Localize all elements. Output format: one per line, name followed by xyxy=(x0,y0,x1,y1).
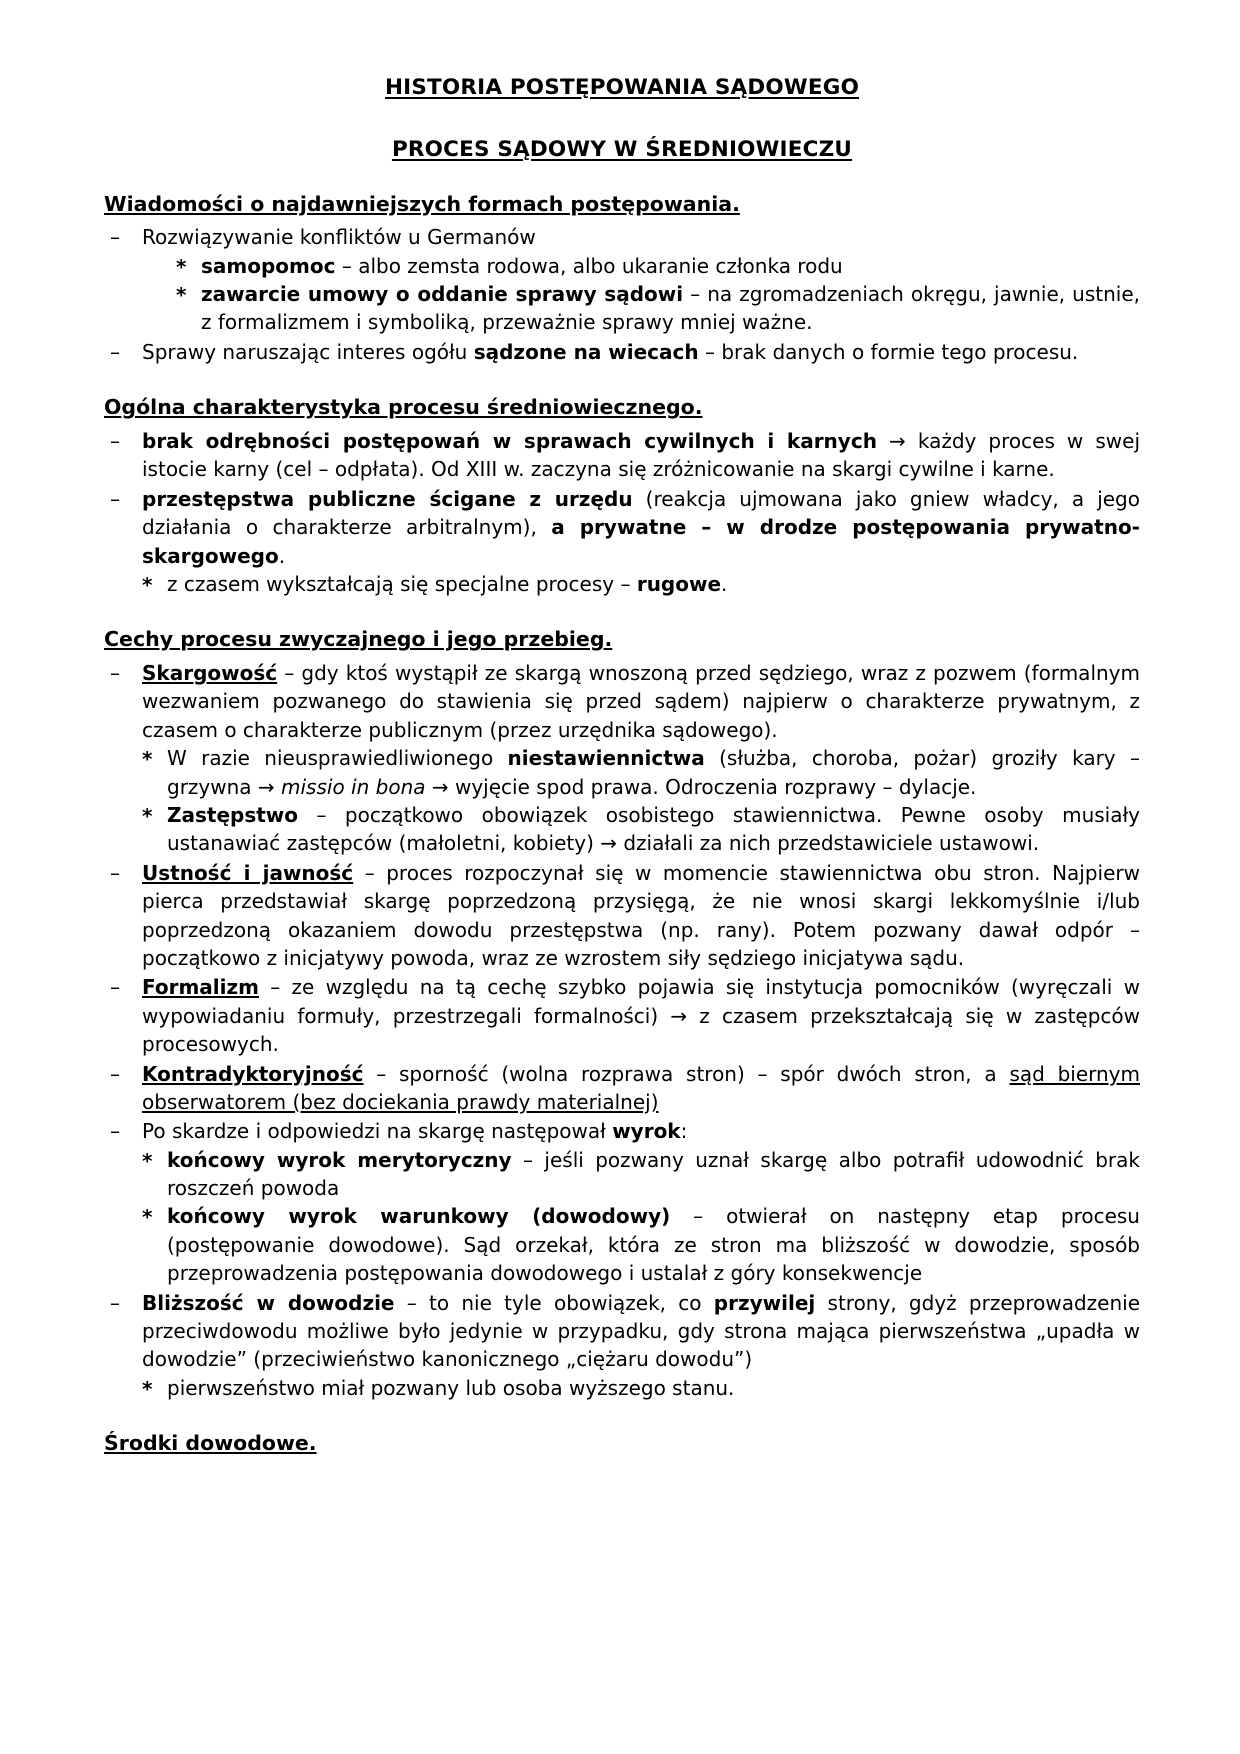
sub-list-wrap xyxy=(142,744,1140,858)
sub-bullet-list xyxy=(142,570,1140,598)
star-marker: * xyxy=(142,1376,153,1401)
list-item-bold-2: a prywatne – w drodze postępowania prywatno-skargowego xyxy=(142,515,1140,568)
list-item-post: – proces rozpoczynał się w momencie stawiennictwa obu stron. Najpierw pierca przedstawiał skargę poprzedzoną przysięgą, że nie wnosi skargi lekkomyślnie i/lub poprzedzoną okazaniem dowodu przestępstwa (np. rany). Potem pozwany dawał odpór – początkowo z inicjatywy powoda, wraz ze wzrostem siły sędziego inicjatywa sądu. xyxy=(142,860,1140,970)
star-marker: * xyxy=(142,1205,153,1230)
list-item-pre: Sprawy naruszając interes ogółu xyxy=(142,339,474,364)
sub-list-item xyxy=(142,801,1140,858)
list-item-bold: sądzone na wiecach xyxy=(473,339,699,364)
dash-marker: – xyxy=(110,486,120,511)
star-marker: * xyxy=(142,804,153,828)
section-heading xyxy=(104,189,1140,220)
list-item-post: – ze względu na tą cechę szybko pojawia się instytucja pomocników (wyręczali w wypowiadaniu formuły, przestrzegali formalności) → z czasem przekształcają się w zastępców procesowych. xyxy=(142,975,1140,1057)
section-heading-text: Cechy procesu zwyczajnego i jego przebieg. xyxy=(104,627,613,652)
sub-item-text: – albo zemsta rodowa, albo ukaranie członka rodu xyxy=(335,253,843,278)
list-item-post: strony, gdyż przeprowadzenie przeciwdowodu możliwe było jedynie w przypadku, gdy strona mająca pierwszeństwa „upadła w dowodzie” (przeciwieństwo kanonicznego „ciężaru dowodu”) xyxy=(142,1290,1141,1372)
sub-item-italic: missio in bona xyxy=(281,774,426,799)
dash-marker: – xyxy=(110,860,120,885)
page-subtitle-text: PROCES SĄDOWY W ŚREDNIOWIECZU xyxy=(391,137,853,163)
sub-item-text: (służba, choroba, pożar) groziły kary – grzywna → xyxy=(167,746,1140,799)
sub-list-item xyxy=(142,570,1140,598)
list-item xyxy=(104,659,1140,858)
list-item-post: . xyxy=(278,543,286,568)
sub-item-text: – początkowo obowiązek osobistego stawiennictwa. Pewne osoby musiały ustanawiać zastępców (małoletni, kobiety) → działali za nich przedstawiciele ustawowi. xyxy=(167,803,1140,856)
sub-item-text: – na zgromadzeniach okręgu, jawnie, ustnie, z formalizmem i symboliką, przeważnie sprawy mniej ważne. xyxy=(201,282,1141,335)
sub-bullet-list xyxy=(142,1146,1140,1288)
sub-list-wrap xyxy=(142,1374,1140,1402)
list-item-text: Rozwiązywanie konfliktów u Germanów xyxy=(142,225,536,250)
page-title xyxy=(104,72,1140,104)
sub-item-bold: końcowy wyrok merytoryczny xyxy=(167,1147,512,1172)
sub-item-pre: z czasem wykształcają się specjalne procesy – xyxy=(167,571,637,596)
star-marker: * xyxy=(176,283,187,308)
dash-marker: – xyxy=(110,975,120,1000)
list-item xyxy=(104,973,1140,1058)
list-item xyxy=(104,338,1140,366)
sub-item-bold: samopomoc xyxy=(201,253,336,278)
sub-item-bold: rugowe xyxy=(636,571,722,596)
sub-list-wrap xyxy=(142,570,1140,598)
sub-bullet-list xyxy=(142,1374,1140,1402)
list-item-post: – sporność (wolna rozprawa stron) – spór dwóch stron, a xyxy=(363,1061,1010,1086)
star-marker: * xyxy=(142,1148,153,1173)
sub-item-bold: Zastępstwo xyxy=(167,803,299,827)
dash-marker: – xyxy=(110,339,120,364)
list-item-term: Kontradyktoryjność xyxy=(142,1061,364,1086)
sub-item-text: pierwszeństwo miał pozwany lub osoba wyższego stanu. xyxy=(167,1375,735,1400)
page-title-text: HISTORIA POSTĘPOWANIA SĄDOWEGO xyxy=(384,75,860,100)
section-heading xyxy=(104,1428,1140,1459)
list-item-bold: wyrok xyxy=(612,1119,681,1144)
list-item xyxy=(104,1117,1140,1287)
list-item xyxy=(104,485,1140,599)
dash-marker: – xyxy=(110,1290,120,1315)
sub-list-wrap xyxy=(142,1146,1140,1288)
sub-list-item xyxy=(142,744,1140,801)
list-item-bold: Bliższość w dowodzie xyxy=(142,1290,395,1315)
section-wiadomosci xyxy=(104,189,1140,367)
star-marker: * xyxy=(176,254,187,279)
bullet-list xyxy=(104,659,1140,1402)
list-item-post: → każdy proces w swej istocie karny (cel – odpłata). Od XIII w. zaczyna się zróżnicowanie na skargi cywilne i karne. xyxy=(142,428,1141,482)
section-heading xyxy=(104,624,1140,655)
bullet-list xyxy=(104,427,1140,598)
list-item xyxy=(104,1289,1140,1403)
sub-item-text-2: → wyjęcie spod prawa. Odroczenia rozprawy – dylacje. xyxy=(425,774,977,799)
dash-marker: – xyxy=(110,1061,120,1086)
sub-item-text: . xyxy=(721,571,728,596)
section-heading-text: Ogólna charakterystyka procesu średniowiecznego. xyxy=(104,395,703,420)
dash-marker: – xyxy=(110,225,120,250)
dash-marker: – xyxy=(110,428,120,453)
bullet-list xyxy=(104,223,1140,366)
star-marker: * xyxy=(142,747,153,772)
list-item-mid: – to nie tyle obowiązek, co xyxy=(394,1290,714,1315)
section-heading-text: Środki dowodowe. xyxy=(104,1431,317,1456)
sub-item-text: – otwierał on następny etap procesu (postępowanie dowodowe). Sąd orzekał, która ze stron ma bliższość w dowodzie, sposób przeprowadzenia postępowania dowodowego i ustalał z góry konsekwencje xyxy=(167,1204,1140,1286)
dash-marker: – xyxy=(110,661,120,686)
section-cechy-procesu xyxy=(104,624,1140,1402)
sub-list-item xyxy=(176,280,1140,337)
sub-item-pre: W razie nieusprawiedliwionego xyxy=(167,746,508,771)
list-item-term: Skargowość xyxy=(142,661,278,686)
sub-list-wrap xyxy=(142,252,1140,337)
dash-marker: – xyxy=(110,1119,120,1144)
sub-bullet-list xyxy=(142,744,1140,858)
sub-list-item xyxy=(142,1146,1140,1203)
section-srodki-dowodowe xyxy=(104,1428,1140,1459)
list-item-mid: (reakcja ujmowana jako gniew władcy, a jego działania o charakterze arbitralnym), xyxy=(142,486,1140,540)
section-ogolna-charakterystyka xyxy=(104,392,1140,598)
sub-item-text: – jeśli pozwany uznał skargę albo potrafił udowodnić brak roszczeń powoda xyxy=(167,1147,1140,1201)
list-item-bold: przestępstwa publiczne ścigane z urzędu xyxy=(142,486,633,511)
sub-list-item xyxy=(142,1202,1140,1287)
list-item-bold-2: przywilej xyxy=(713,1290,816,1315)
list-item-term: Formalizm xyxy=(142,975,259,1000)
section-heading xyxy=(104,392,1140,423)
list-item xyxy=(104,1060,1140,1117)
list-item-pre: Po skardze i odpowiedzi na skargę następował xyxy=(142,1119,613,1144)
page-subtitle xyxy=(104,134,1140,166)
list-item-post: – brak danych o formie tego procesu. xyxy=(698,339,1079,364)
list-item-bold: brak odrębności postępowań w sprawach cywilnych i karnych xyxy=(142,428,877,453)
sub-item-bold: końcowy wyrok warunkowy (dowodowy) xyxy=(167,1204,671,1229)
sub-item-bold: zawarcie umowy o oddanie sprawy sądowi xyxy=(201,282,684,307)
sub-list-item xyxy=(176,252,1140,280)
list-item xyxy=(104,859,1140,973)
sub-list-item xyxy=(142,1374,1140,1402)
section-heading-text: Wiadomości o najdawniejszych formach postępowania. xyxy=(104,191,740,216)
list-item-post: – gdy ktoś wystąpił ze skargą wnoszoną przed sędziego, wraz z pozwem (formalnym wezwaniem pozwanego do stawienia się przed sądem) najpierw o charakterze prywatnym, z czasem o charakterze publicznym (przez urzędnika sądowego). xyxy=(142,661,1140,742)
sub-bullet-list xyxy=(176,252,1140,337)
list-item-underline-tail: sąd biernym obserwatorem (bez dociekania prawdy materialnej) xyxy=(142,1061,1140,1114)
star-marker: * xyxy=(142,572,153,597)
list-item xyxy=(104,223,1140,337)
list-item-term: Ustność i jawność xyxy=(142,860,354,885)
list-item xyxy=(104,427,1140,484)
sub-item-bold: niestawiennictwa xyxy=(507,746,705,771)
list-item-post: : xyxy=(680,1119,688,1144)
